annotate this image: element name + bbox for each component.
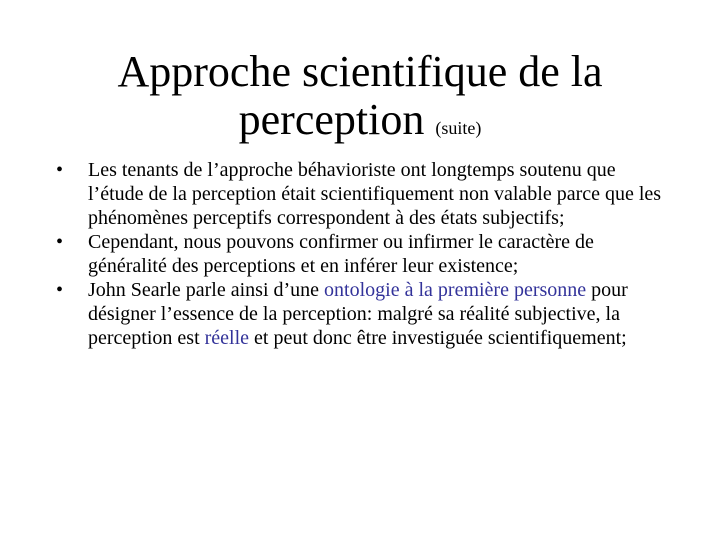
slide-title [60, 48, 660, 152]
bullet-item [56, 278, 666, 350]
bullet-text-segment: John Searle parle ainsi d’une [88, 279, 325, 301]
bullet-marker: • [56, 279, 64, 301]
bullet-text-segment: pour désigner l’essence de la perception: malgré sa réalité subjective, la perception est [88, 279, 628, 349]
bullet-marker: • [56, 159, 64, 181]
bullet-text-segment: et peut donc être investiguée scientifiquement; [249, 327, 627, 349]
bullet-item [56, 158, 666, 230]
slide-title-suffix: (suite) [435, 118, 482, 138]
bullet-text: Les tenants de l’approche béhavioriste ont longtemps soutenu que l’étude de la perception était scientifiquement non valable parce que les phénomènes perceptifs correspondent à des états subjectifs; [88, 159, 662, 229]
highlighted-term: ontologie à la première personne [324, 279, 587, 301]
slide-title-main: Approche scientifique de la perception [117, 47, 603, 144]
highlighted-term: réelle [204, 327, 250, 349]
bullet-item [56, 230, 666, 278]
bullet-text [88, 279, 628, 349]
bullet-text: Cependant, nous pouvons confirmer ou infirmer le caractère de généralité des perceptions et en inférer leur existence; [88, 231, 594, 277]
bullet-list [56, 158, 666, 350]
bullet-marker: • [56, 231, 64, 253]
